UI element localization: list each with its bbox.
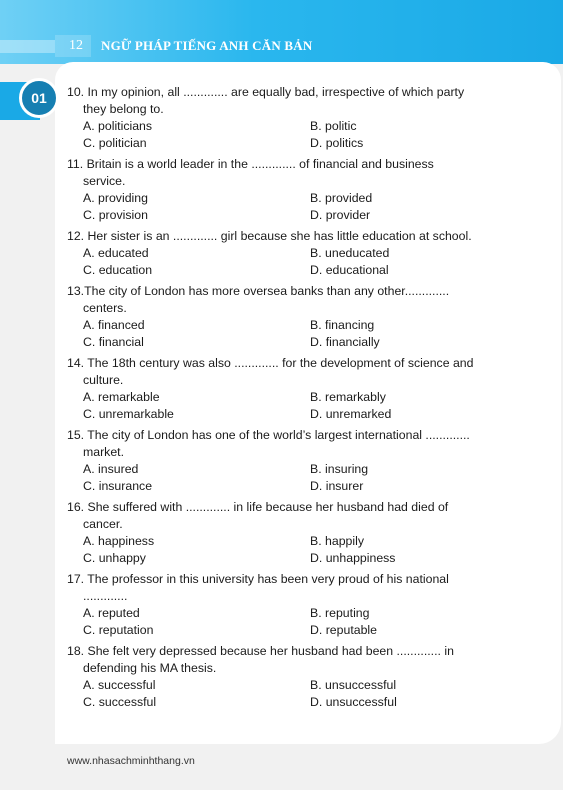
book-title: NGỮ PHÁP TIẾNG ANH CĂN BẢN: [101, 38, 313, 53]
answer-option: B. uneducated: [310, 246, 390, 260]
question-text-continued: they belong to.: [83, 102, 164, 116]
question-stem: [67, 228, 503, 245]
question-stem: [67, 499, 503, 533]
question-text-continued: culture.: [83, 373, 124, 387]
answer-option: C. politician: [83, 136, 147, 150]
answer-option: B. remarkably: [310, 390, 386, 404]
question-stem: [67, 156, 503, 190]
answer-option: D. insurer: [310, 479, 364, 493]
question-text-continued: .............: [83, 589, 128, 603]
answer-option: A. providing: [83, 191, 148, 205]
question-item: [67, 228, 503, 279]
question-stem: [67, 643, 503, 677]
question-item: [67, 571, 503, 639]
question-list: [67, 84, 503, 715]
question-text-continued: service.: [83, 174, 126, 188]
answer-options: [67, 605, 503, 639]
page-header: [55, 35, 312, 57]
question-stem: [67, 355, 503, 389]
answer-option: A. educated: [83, 246, 149, 260]
answer-option: B. provided: [310, 191, 373, 205]
question-text-continued: market.: [83, 445, 124, 459]
answer-option: A. politicians: [83, 119, 153, 133]
answer-option: B. unsuccessful: [310, 678, 397, 692]
question-text: 14. The 18th century was also ............. for the development of science and: [67, 356, 474, 370]
question-stem: [67, 571, 503, 605]
answer-options: [67, 245, 503, 279]
question-text: 13.The city of London has more oversea banks than any other.............: [67, 284, 450, 298]
answer-option: A. successful: [83, 678, 156, 692]
question-text: 12. Her sister is an ............. girl because she has little education at school.: [67, 229, 472, 243]
answer-options: [67, 677, 503, 711]
answer-option: C. insurance: [83, 479, 153, 493]
answer-options: [67, 389, 503, 423]
answer-option: C. provision: [83, 208, 148, 222]
answer-options: [67, 461, 503, 495]
question-item: [67, 355, 503, 423]
answer-option: C. unhappy: [83, 551, 146, 565]
answer-option: D. unhappiness: [310, 551, 396, 565]
answer-option: D. reputable: [310, 623, 377, 637]
question-item: [67, 499, 503, 567]
question-text-continued: centers.: [83, 301, 127, 315]
question-text: 16. She suffered with ............. in life because her husband had died of: [67, 500, 449, 514]
answer-option: D. unsuccessful: [310, 695, 397, 709]
answer-option: A. reputed: [83, 606, 140, 620]
question-text: 15. The city of London has one of the world’s largest international .............: [67, 428, 470, 442]
answer-options: [67, 533, 503, 567]
question-item: [67, 283, 503, 351]
answer-option: B. insuring: [310, 462, 369, 476]
answer-option: D. politics: [310, 136, 364, 150]
question-stem: [67, 427, 503, 461]
question-text-continued: cancer.: [83, 517, 123, 531]
answer-option: A. happiness: [83, 534, 155, 548]
question-text: 10. In my opinion, all ............. are equally bad, irrespective of which party: [67, 85, 465, 99]
page-number: 12: [55, 35, 91, 57]
answer-options: [67, 118, 503, 152]
question-item: [67, 84, 503, 152]
answer-option: A. financed: [83, 318, 145, 332]
answer-options: [67, 317, 503, 351]
question-item: [67, 427, 503, 495]
answer-option: C. financial: [83, 335, 144, 349]
answer-option: D. provider: [310, 208, 371, 222]
unit-badge: 01: [19, 78, 59, 118]
answer-option: B. happily: [310, 534, 365, 548]
answer-option: A. insured: [83, 462, 139, 476]
answer-option: C. successful: [83, 695, 157, 709]
question-item: [67, 156, 503, 224]
question-stem: [67, 283, 503, 317]
question-stem: [67, 84, 503, 118]
answer-option: B. politic: [310, 119, 357, 133]
question-text-continued: defending his MA thesis.: [83, 661, 217, 675]
answer-option: D. unremarked: [310, 407, 392, 421]
answer-option: C. reputation: [83, 623, 154, 637]
answer-options: [67, 190, 503, 224]
question-text: 17. The professor in this university has been very proud of his national: [67, 572, 449, 586]
answer-option: C. education: [83, 263, 153, 277]
answer-option: C. unremarkable: [83, 407, 174, 421]
answer-option: B. financing: [310, 318, 375, 332]
header-stripe: [0, 40, 55, 53]
answer-option: A. remarkable: [83, 390, 160, 404]
question-text: 11. Britain is a world leader in the ............. of financial and business: [67, 157, 434, 171]
answer-option: D. educational: [310, 263, 389, 277]
footer-url: www.nhasachminhthang.vn: [67, 755, 195, 767]
answer-option: D. financially: [310, 335, 380, 349]
question-text: 18. She felt very depressed because her husband had been ............. in: [67, 644, 454, 658]
answer-option: B. reputing: [310, 606, 370, 620]
question-item: [67, 643, 503, 711]
